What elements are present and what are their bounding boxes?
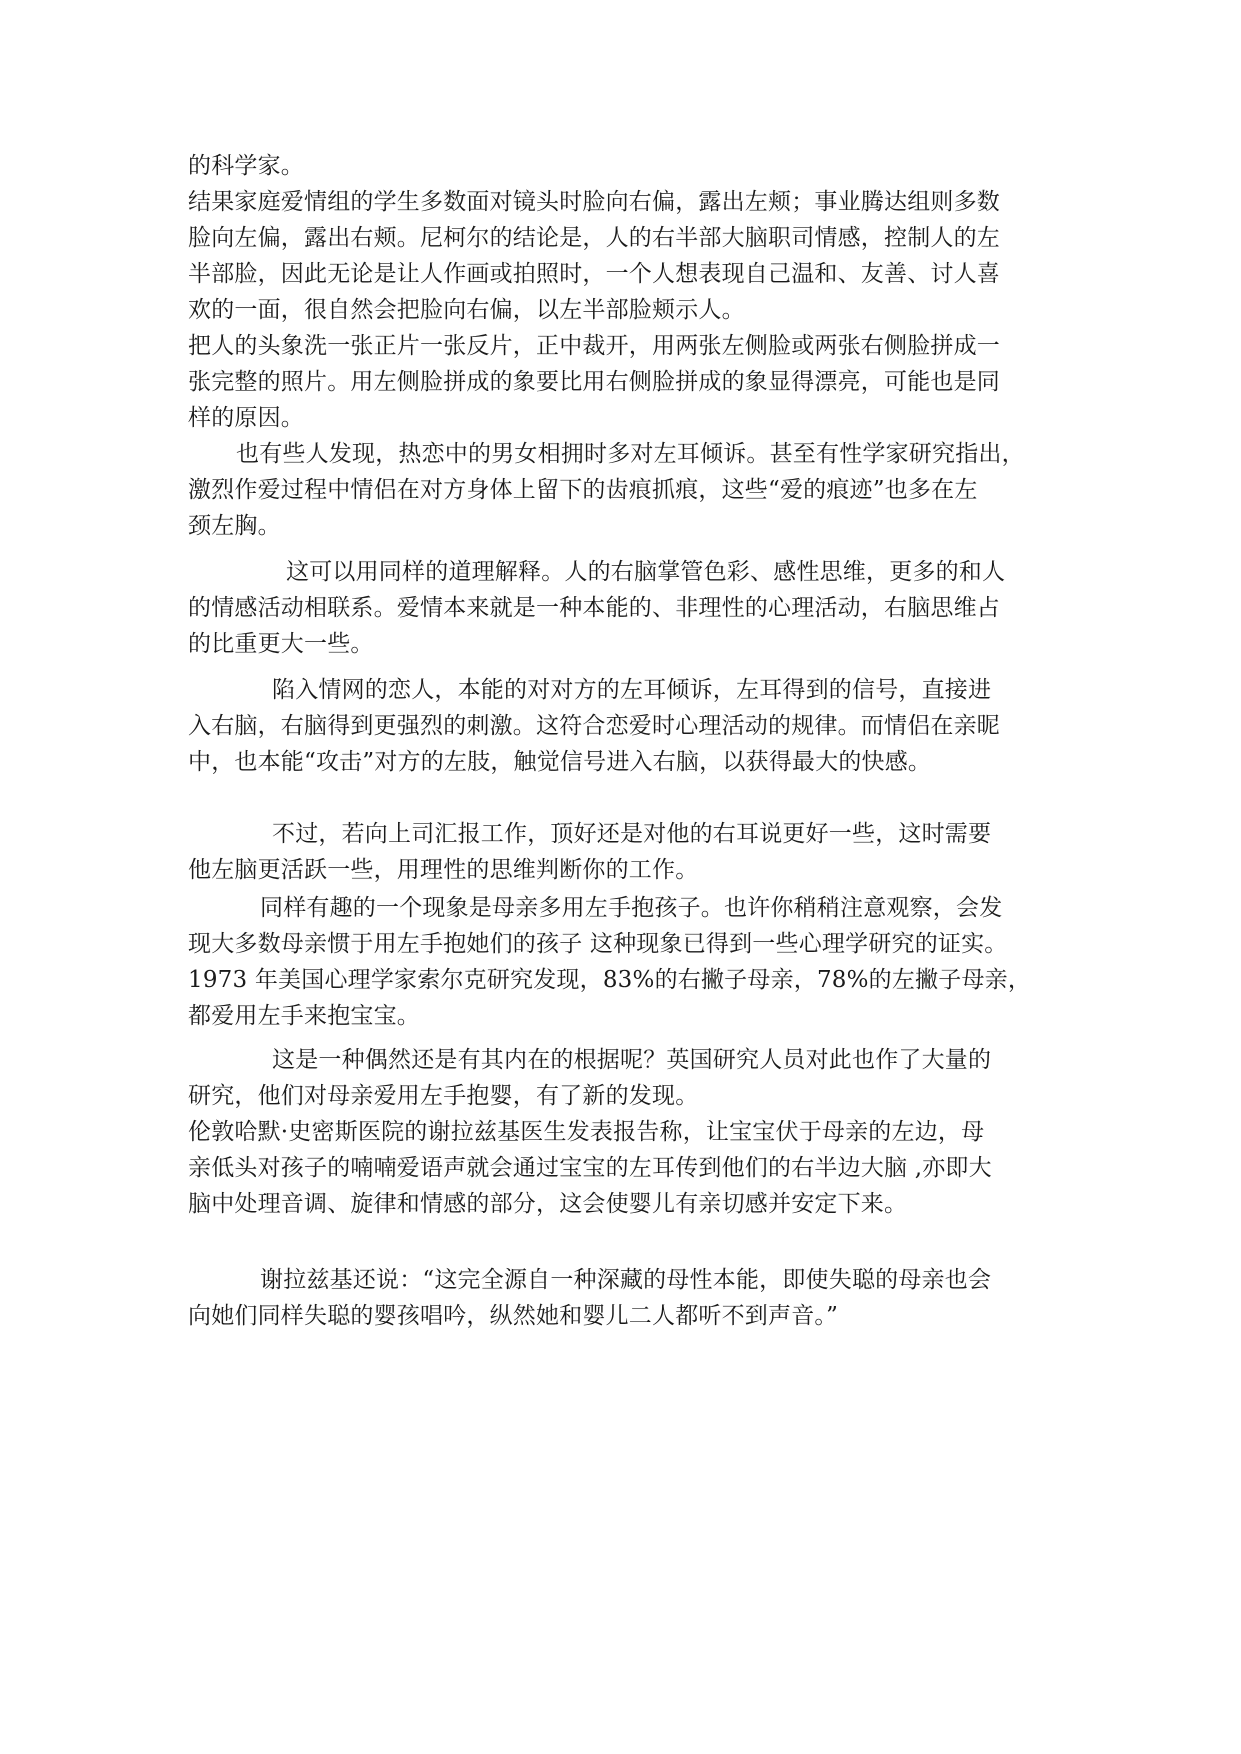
text-line: 伦敦哈默·史密斯医院的谢拉兹基医生发表报告称，让宝宝伏于母亲的左边，母 [188, 1119, 985, 1145]
text-line: 入右脑，右脑得到更强烈的刺激。这符合恋爱时心理活动的规律。而情侣在亲昵 [188, 713, 1000, 739]
text-line: 也有些人发现，热恋中的男女相拥时多对左耳倾诉。甚至有性学家研究指出， [236, 441, 1025, 467]
text-line: 1973 年美国心理学家索尔克研究发现，83%的右撇子母亲，78%的左撇子母亲， [188, 967, 1032, 993]
text-line: 的情感活动相联系。爱情本来就是一种本能的、非理性的心理活动，右脑思维占 [188, 595, 1000, 621]
text-line: 激烈作爱过程中情侣在对方身体上留下的齿痕抓痕，这些“爱的痕迹”也多在左 [188, 477, 978, 503]
text-line: 研究，他们对母亲爱用左手抱婴，有了新的发现。 [188, 1083, 699, 1109]
text-line: 这是一种偶然还是有其内在的根据呢？英国研究人员对此也作了大量的 [272, 1047, 992, 1073]
text-line: 他左脑更活跃一些，用理性的思维判断你的工作。 [188, 857, 699, 883]
text-line: 的比重更大一些。 [188, 631, 374, 657]
text-line: 向她们同样失聪的婴孩唱吟，纵然她和婴儿二人都听不到声音。” [188, 1303, 839, 1329]
text-line: 颈左胸。 [188, 513, 281, 539]
text-line: 把人的头象洗一张正片一张反片，正中裁开，用两张左侧脸或两张右侧脸拼成一 [188, 333, 1000, 359]
text-line: 样的原因。 [188, 405, 304, 431]
text-line: 现大多数母亲惯于用左手抱她们的孩子 这种现象已得到一些心理学研究的证实。 [188, 931, 1008, 957]
text-line: 同样有趣的一个现象是母亲多用左手抱孩子。也许你稍稍注意观察，会发 [260, 895, 1003, 921]
text-line: 脑中处理音调、旋律和情感的部分，这会使婴儿有亲切感并安定下来。 [188, 1191, 908, 1217]
text-line: 这可以用同样的道理解释。人的右脑掌管色彩、感性思维，更多的和人 [286, 559, 1006, 585]
text-line: 谢拉兹基还说：“这完全源自一种深藏的母性本能，即使失聪的母亲也会 [260, 1267, 992, 1293]
text-line: 半部脸，因此无论是让人作画或拍照时，一个人想表现自己温和、友善、讨人喜 [188, 261, 1000, 287]
text-line: 张完整的照片。用左侧脸拼成的象要比用右侧脸拼成的象显得漂亮，可能也是同 [188, 369, 1000, 395]
text-line: 欢的一面，很自然会把脸向右偏，以左半部脸颊示人。 [188, 297, 745, 323]
text-line: 陷入情网的恋人，本能的对对方的左耳倾诉，左耳得到的信号，直接进 [272, 677, 992, 703]
text-line: 结果家庭爱情组的学生多数面对镜头时脸向右偏，露出左颊；事业腾达组则多数 [188, 189, 1000, 215]
text-line: 的科学家。 [188, 153, 304, 179]
text-line: 脸向左偏，露出右颊。尼柯尔的结论是，人的右半部大脑职司情感，控制人的左 [188, 225, 1000, 251]
text-line: 中，也本能“攻击”对方的左肢，触觉信号进入右脑，以获得最大的快感。 [188, 749, 932, 775]
text-line: 亲低头对孩子的喃喃爱语声就会通过宝宝的左耳传到他们的右半边大脑 ,亦即大 [188, 1155, 992, 1181]
text-line: 都爱用左手来抱宝宝。 [188, 1003, 420, 1029]
text-line: 不过，若向上司汇报工作，顶好还是对他的右耳说更好一些，这时需要 [272, 821, 992, 847]
